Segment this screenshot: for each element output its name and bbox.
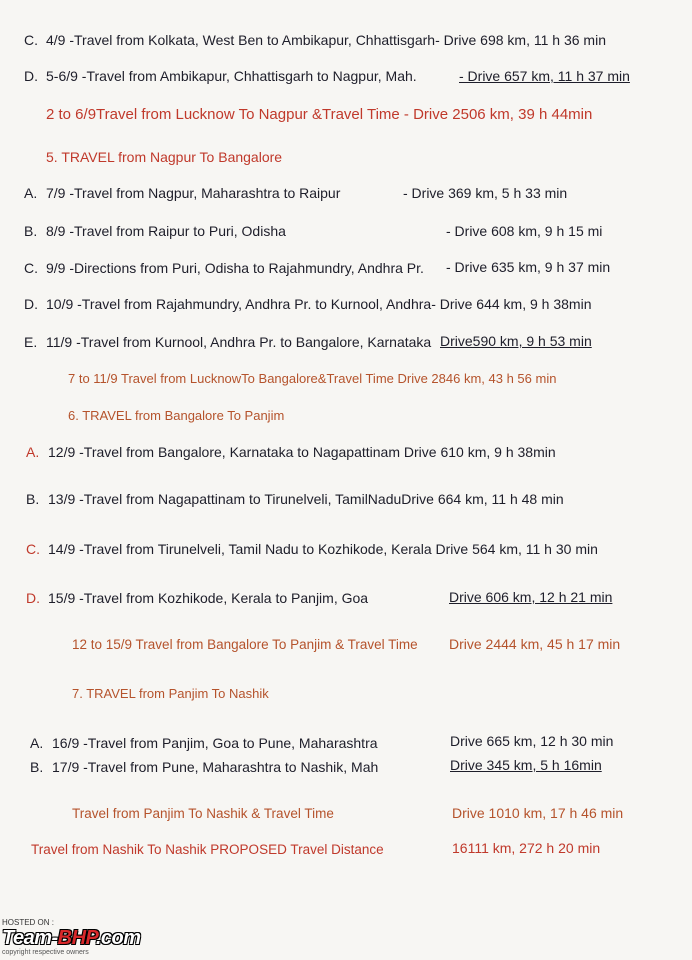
team-bhp-watermark [2, 918, 202, 958]
itinerary-line [30, 758, 378, 776]
item-letter: C. [24, 32, 38, 48]
item-text: 16/9 -Travel from Panjim, Goa to Pune, Maharashtra [52, 735, 378, 751]
summary-line: Travel from Panjim To Nashik & Travel Time [72, 806, 334, 821]
summary-line: 7 to 11/9 Travel from LucknowTo Bangalore&Travel Time Drive 2846 km, 43 h 56 min [68, 371, 557, 386]
itinerary-line [26, 490, 564, 508]
item-letter: C. [24, 260, 38, 276]
item-text: 4/9 -Travel from Kolkata, West Ben to Ambikapur, Chhattisgarh- Drive 698 km, 11 h 36 min [46, 32, 606, 48]
itinerary-line [24, 333, 431, 351]
item-letter: B. [26, 491, 40, 507]
drive-info: Drive 2444 km, 45 h 17 min [449, 636, 621, 652]
proposed-total-line: Travel from Nashik To Nashik PROPOSED Travel Distance [31, 842, 384, 857]
hosted-on-label: HOSTED ON : [2, 918, 55, 927]
drive-info: Drive 606 km, 12 h 21 min [449, 589, 613, 605]
item-text: 15/9 -Travel from Kozhikode, Kerala to Panjim, Goa [48, 590, 369, 606]
section-heading: 7. TRAVEL from Panjim To Nashik [72, 686, 269, 701]
copyright-label: copyright respective owners [2, 949, 89, 956]
item-text: 11/9 -Travel from Kurnool, Andhra Pr. to Bangalore, Karnataka [46, 334, 432, 350]
logo-main: Team- [2, 927, 58, 949]
summary-line: 2 to 6/9Travel from Lucknow To Nagpur &Travel Time - Drive 2506 km, 39 h 44min [46, 106, 593, 123]
itinerary-line [24, 259, 424, 277]
logo-bhp: BHP [57, 927, 96, 949]
drive-info: - Drive 657 km, 11 h 37 min [459, 68, 630, 84]
item-text: 7/9 -Travel from Nagpur, Maharashtra to Raipur [46, 185, 341, 201]
drive-info: - Drive 369 km, 5 h 33 min [403, 185, 568, 201]
item-letter: C. [26, 541, 40, 557]
itinerary-line [26, 589, 368, 607]
drive-info: - Drive 635 km, 9 h 37 min [446, 259, 611, 275]
item-text: 9/9 -Directions from Puri, Odisha to Rajahmundry, Andhra Pr. [46, 260, 424, 276]
proposed-total-value: 16111 km, 272 h 20 min [452, 840, 601, 856]
item-letter: A. [26, 444, 40, 460]
item-text: 10/9 -Travel from Rajahmundry, Andhra Pr. to Kurnool, Andhra- Drive 644 km, 9 h 38min [46, 296, 592, 312]
item-letter: B. [30, 759, 44, 775]
drive-info: Drive 665 km, 12 h 30 min [450, 733, 614, 749]
item-letter: D. [24, 296, 38, 312]
itinerary-line [26, 540, 598, 558]
itinerary-line [24, 222, 286, 240]
itinerary-line [24, 31, 606, 49]
summary-line: 12 to 15/9 Travel from Bangalore To Panjim & Travel Time [72, 637, 418, 652]
item-letter: A. [24, 185, 38, 201]
itinerary-line [26, 443, 556, 461]
item-letter: B. [24, 223, 38, 239]
item-letter: D. [26, 590, 40, 606]
item-text: 13/9 -Travel from Nagapattinam to Tirunelveli, TamilNaduDrive 664 km, 11 h 48 min [48, 491, 564, 507]
drive-info: - Drive 608 km, 9 h 15 mi [446, 223, 603, 239]
item-letter: D. [24, 68, 38, 84]
item-letter: E. [24, 334, 38, 350]
item-letter: A. [30, 735, 44, 751]
item-text: 5-6/9 -Travel from Ambikapur, Chhattisgarh to Nagpur, Mah. [46, 68, 417, 84]
section-heading: 5. TRAVEL from Nagpur To Bangalore [46, 149, 283, 165]
item-text: 14/9 -Travel from Tirunelveli, Tamil Nadu to Kozhikode, Kerala Drive 564 km, 11 h 30 min [48, 541, 598, 557]
itinerary-line [24, 67, 417, 85]
item-text: 12/9 -Travel from Bangalore, Karnataka to Nagapattinam Drive 610 km, 9 h 38min [48, 444, 556, 460]
itinerary-line [30, 734, 378, 752]
section-heading: 6. TRAVEL from Bangalore To Panjim [68, 408, 285, 423]
logo-tail: .com [95, 927, 141, 949]
team-bhp-logo [2, 927, 202, 949]
item-text: 8/9 -Travel from Raipur to Puri, Odisha [46, 223, 286, 239]
itinerary-line [24, 184, 340, 202]
drive-info: Drive590 km, 9 h 53 min [440, 333, 592, 349]
item-text: 17/9 -Travel from Pune, Maharashtra to Nashik, Mah [52, 759, 379, 775]
itinerary-line [24, 295, 591, 313]
drive-info: Drive 1010 km, 17 h 46 min [452, 805, 624, 821]
drive-info: Drive 345 km, 5 h 16min [450, 757, 602, 773]
